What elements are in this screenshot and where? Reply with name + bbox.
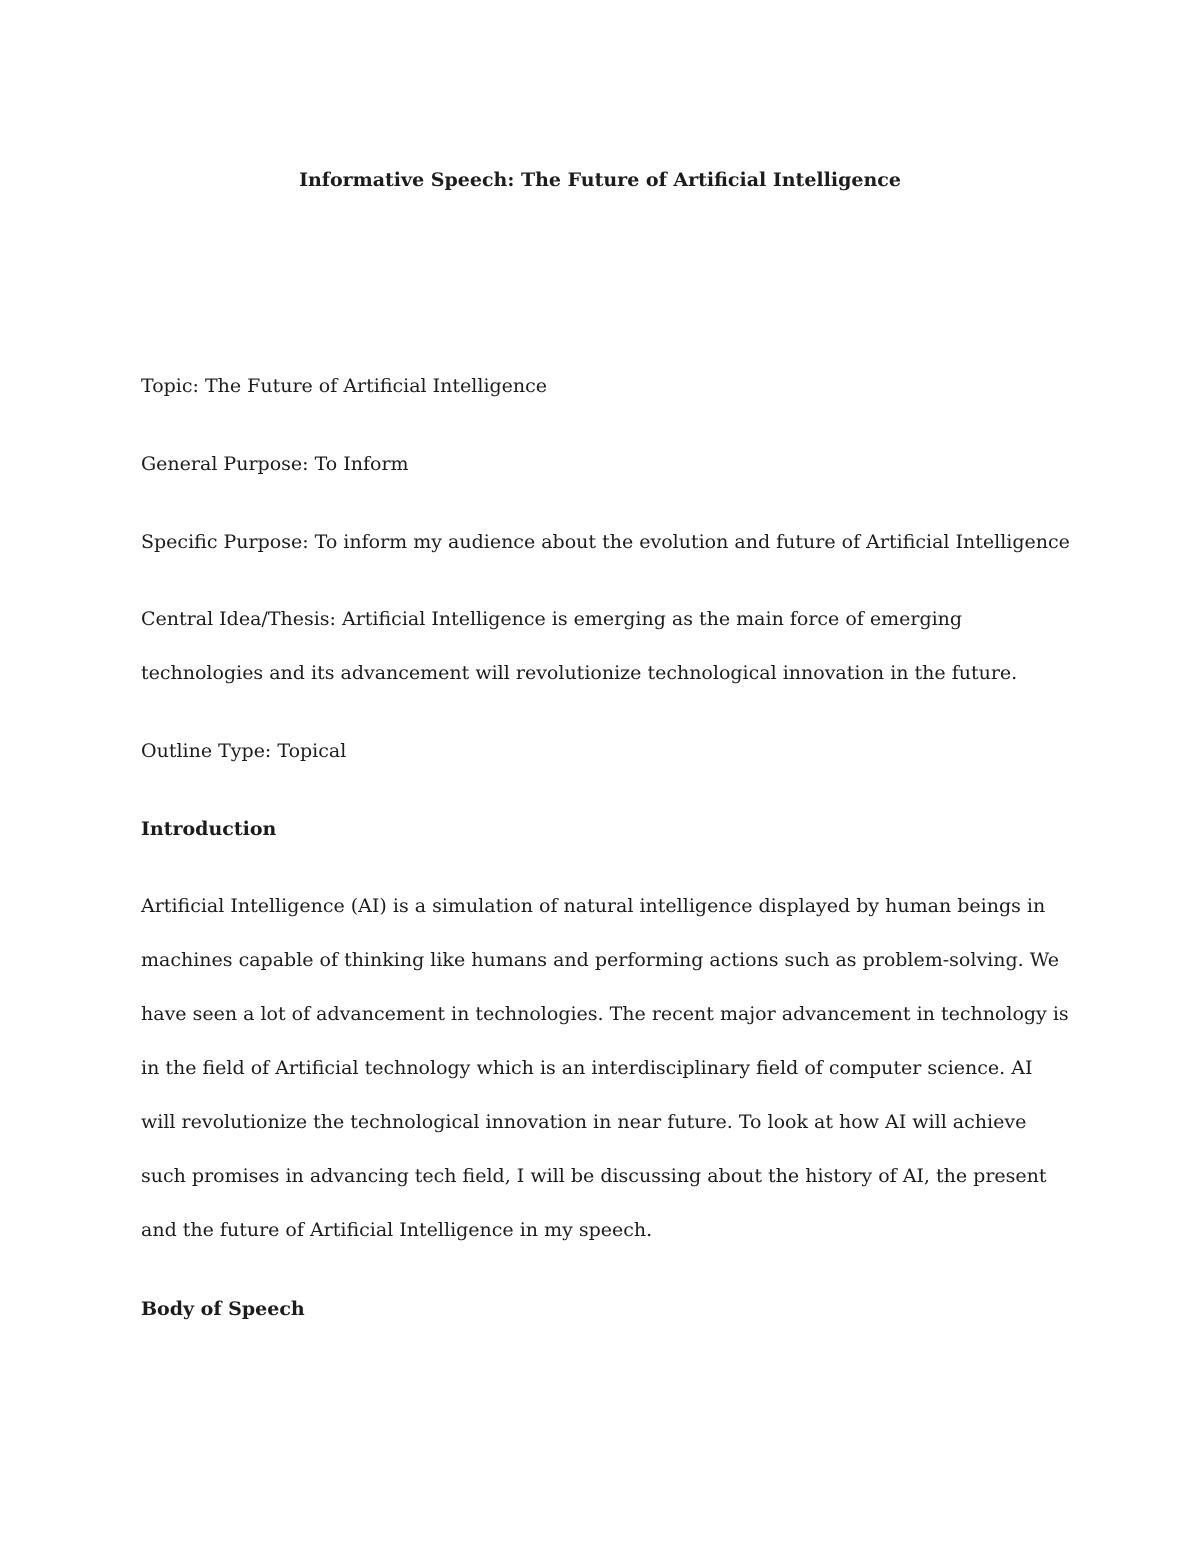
paragraph-line: such promises in advancing tech field, I will be discussing about the history of AI, the present xyxy=(141,1165,1047,1187)
central-idea-paragraph xyxy=(141,592,1061,700)
outline-type-line: Outline Type: Topical xyxy=(141,740,347,762)
document-title: Informative Speech: The Future of Artificial Intelligence xyxy=(299,169,901,191)
paragraph-line: machines capable of thinking like humans and performing actions such as problem-solving. We xyxy=(141,949,1059,971)
paragraph-line: Artificial Intelligence (AI) is a simulation of natural intelligence displayed by human beings in xyxy=(141,895,1046,917)
paragraph-line: have seen a lot of advancement in technologies. The recent major advancement in technology is xyxy=(141,1003,1069,1025)
central-idea-line: Central Idea/Thesis: Artificial Intelligence is emerging as the main force of emerging xyxy=(141,608,963,630)
paragraph-line: in the field of Artificial technology which is an interdisciplinary field of computer science. AI xyxy=(141,1057,1033,1079)
body-of-speech-heading: Body of Speech xyxy=(141,1298,305,1320)
paragraph-line: will revolutionize the technological innovation in near future. To look at how AI will achieve xyxy=(141,1111,1027,1133)
introduction-paragraph xyxy=(141,879,1069,1257)
general-purpose-line: General Purpose: To Inform xyxy=(141,453,409,475)
central-idea-line: technologies and its advancement will revolutionize technological innovation in the future. xyxy=(141,662,1018,684)
specific-purpose-line: Specific Purpose: To inform my audience about the evolution and future of Artificial Intelligence xyxy=(141,531,1070,553)
paragraph-line: and the future of Artificial Intelligence in my speech. xyxy=(141,1219,653,1241)
topic-line: Topic: The Future of Artificial Intelligence xyxy=(141,375,548,397)
introduction-heading: Introduction xyxy=(141,818,277,840)
